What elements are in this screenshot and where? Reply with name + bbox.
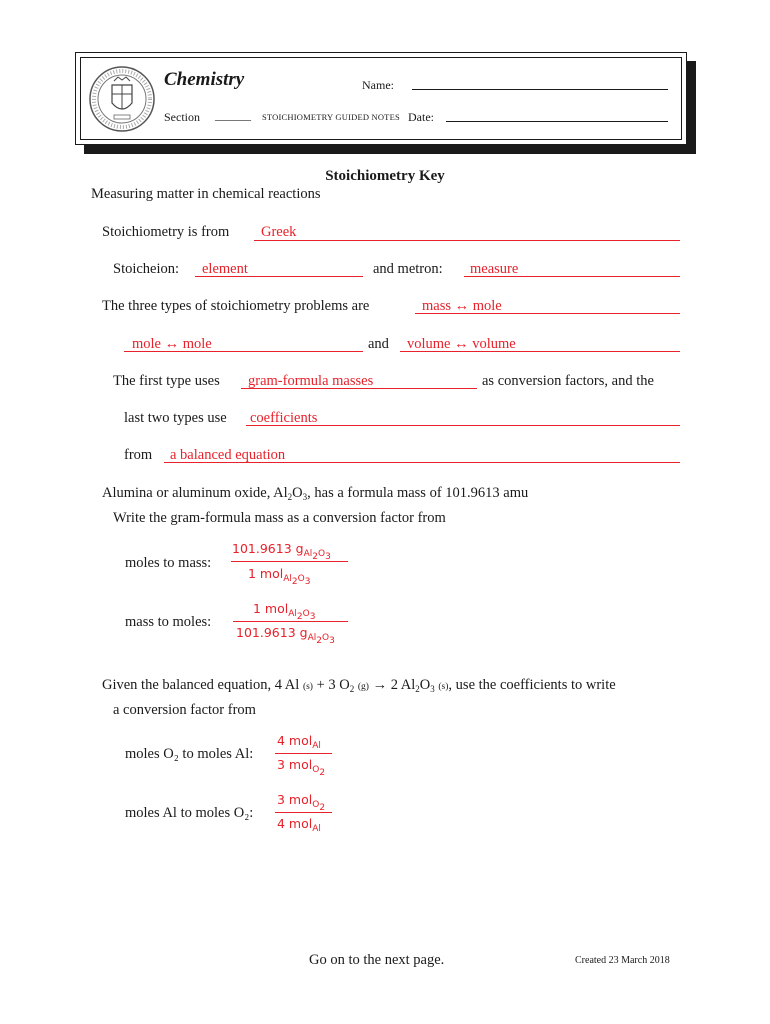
o2-to-al-label: moles O₂ to moles Al:: [125, 746, 254, 762]
course-title: Chemistry: [164, 69, 245, 90]
page-title: Stoichiometry Key: [325, 168, 445, 184]
from-label: Stoichiometry is from: [102, 224, 230, 240]
from2-label: from: [124, 447, 153, 463]
fraction-bar: [275, 753, 332, 754]
al-to-o2-label: moles Al to moles O₂:: [125, 805, 254, 821]
first-type-answer: gram-formula masses: [248, 373, 374, 389]
name-field[interactable]: [412, 89, 668, 90]
stoicheion-answer: element: [202, 261, 248, 277]
from-underline: [254, 240, 680, 241]
al-to-o2-denominator: 4 mol$_{Al}$: [277, 816, 321, 834]
al-to-o2-numerator: 3 mol$_{O_2}$: [277, 792, 326, 813]
moles-to-mass-label: moles to mass:: [125, 555, 212, 571]
section-label: Section: [164, 110, 200, 124]
o2-to-al-numerator: 4 mol$_{Al}$: [277, 733, 321, 751]
date-label: Date:: [408, 110, 434, 124]
school-seal-icon: [88, 63, 156, 135]
section-field[interactable]: ______: [215, 108, 251, 122]
fraction-bar: [275, 812, 332, 813]
date-field[interactable]: [446, 121, 668, 122]
types-label: The three types of stoichiometry problems are: [102, 298, 370, 314]
write-prompt: Write the gram-formula mass as a conversion factor from: [113, 510, 446, 526]
and-label: and: [368, 336, 389, 352]
from-answer: Greek: [261, 224, 297, 240]
created-date: Created 23 March 2018: [575, 955, 670, 966]
mass-to-moles-label: mass to moles:: [125, 614, 212, 630]
last-two-answer: coefficients: [250, 410, 318, 426]
from2-answer: a balanced equation: [170, 447, 286, 463]
type1-answer: mass ↔ mole: [422, 298, 502, 314]
metron-label: and metron:: [373, 261, 443, 277]
mass-to-moles-denominator: 101.9613 $g_{Al_2O_3}$: [236, 625, 335, 646]
stoicheion-label: Stoicheion:: [113, 261, 180, 277]
type2-answer: mole ↔ mole: [132, 336, 212, 352]
fraction-bar: [231, 561, 348, 562]
first-type-label: The first type uses: [113, 373, 220, 389]
last-two-label: last two types use: [124, 410, 227, 426]
reaction-sentence: Given the balanced equation, 4 Al (s) + 3 $O_2$ (g) → 2 $Al_2O_3$ (s), use the coefficients to write: [102, 677, 616, 694]
o2-to-al-denominator: 3 mol$_{O_2}$: [277, 757, 326, 778]
intro-text: Measuring matter in chemical reactions: [91, 186, 321, 202]
moles-to-mass-numerator: 101.9613 $g_{Al_2O_3}$: [232, 541, 331, 562]
type3-answer: volume ↔ volume: [407, 336, 516, 352]
moles-to-mass-denominator: 1 mol$_{Al_2O_3}$: [248, 566, 311, 587]
fraction-bar: [233, 621, 348, 622]
notes-subtitle: STOICHIOMETRY GUIDED NOTES: [262, 112, 400, 122]
mass-to-moles-numerator: 1 mol$_{Al_2O_3}$: [253, 601, 316, 622]
metron-answer: measure: [470, 261, 519, 277]
reaction-continuation: a conversion factor from: [113, 702, 256, 718]
next-page-text: Go on to the next page.: [309, 952, 445, 968]
alumina-sentence: Alumina or aluminum oxide, $Al_2O_3$, has a formula mass of 101.9613 amu: [102, 485, 529, 502]
name-label: Name:: [362, 78, 394, 92]
conversion-label: as conversion factors, and the: [482, 373, 654, 389]
